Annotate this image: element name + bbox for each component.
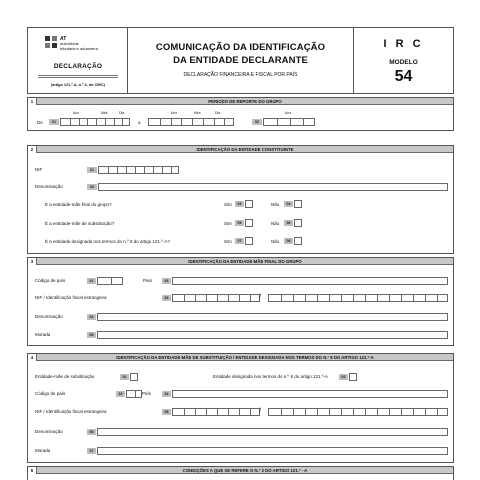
designated-entity-no-checkbox[interactable] xyxy=(294,237,302,245)
field-code: 04 xyxy=(284,201,293,207)
section-4 xyxy=(27,353,454,463)
foreign-tax-id-label: NIF / Identificação fiscal estrangeira xyxy=(35,409,107,414)
header-left-cell xyxy=(28,28,128,93)
substitute-parent-label: Entidade-mãe de substituição xyxy=(35,374,95,379)
logo-text-3: tributária e aduaneira xyxy=(60,45,98,51)
field-code: 04 xyxy=(87,314,96,320)
month-caption: Mês xyxy=(194,111,201,115)
field-code: 03 xyxy=(116,391,125,397)
section-title: IDENTIFICAÇÃO DA ENTIDADE-MÃE FINAL DO GRUPO xyxy=(188,259,302,264)
section-number: 5 xyxy=(28,467,37,474)
section-title: IDENTIFICAÇÃO DA ENTIDADE-MÃE DE SUBSTITUIÇÃO / ENTIDADE DESIGNADA NOS TERMOS DO N.º 8 DO ARTIGO 121.º-A xyxy=(116,355,374,360)
foreign-tax-id-label: NIF / Identificação fiscal estrangeira xyxy=(35,295,107,300)
section-header xyxy=(28,258,453,265)
yes-label: Sim xyxy=(224,239,232,244)
section-3 xyxy=(27,257,454,346)
field-code: 06 xyxy=(87,429,96,435)
no-label: Não xyxy=(271,239,280,244)
final-parent-no-checkbox[interactable] xyxy=(294,200,302,208)
country-code-input[interactable] xyxy=(126,390,142,398)
designated-entity-yes-checkbox[interactable] xyxy=(245,237,253,245)
day-caption: Dia xyxy=(215,111,221,115)
slash-separator: / xyxy=(259,408,261,415)
substitute-parent-yes-checkbox[interactable] xyxy=(245,219,253,227)
section-title: PERIODO DE REPORTE DO GRUPO xyxy=(208,99,282,104)
field-code: 01 xyxy=(49,119,59,125)
year-caption: Ano xyxy=(285,111,292,115)
field-code: 01 xyxy=(87,278,96,284)
year-caption: Ano xyxy=(73,111,80,115)
field-code: 01 xyxy=(120,374,129,380)
foreign-tax-id-input[interactable] xyxy=(268,294,448,302)
end-date-input[interactable] xyxy=(148,118,234,126)
form-header xyxy=(27,27,454,94)
form-title-line1: COMUNICAÇÃO DA IDENTIFICAÇÃO xyxy=(155,42,326,53)
field-code: 07 xyxy=(87,448,96,454)
logo-text-2: autoridade xyxy=(60,41,79,46)
field-code: 02 xyxy=(162,278,171,284)
from-label: De xyxy=(37,120,43,125)
denominacao-label: Denominação xyxy=(35,314,63,319)
declaration-label: DECLARAÇÃO xyxy=(53,63,103,70)
yes-label: Sim xyxy=(224,202,232,207)
field-code: 02 xyxy=(87,184,97,190)
section-number: 4 xyxy=(28,354,37,361)
question-substitute-parent: É a entidade-mãe de substituição? xyxy=(45,221,115,226)
address-label: Morada xyxy=(35,332,51,337)
section-number: 2 xyxy=(28,146,37,153)
field-code: 05 xyxy=(162,409,171,415)
denominacao-label: Denominação xyxy=(35,184,63,189)
at-logo xyxy=(45,36,125,56)
denominacao-input[interactable] xyxy=(97,313,448,321)
header-title-cell xyxy=(128,28,353,93)
section-header xyxy=(28,98,453,105)
field-code: 01 xyxy=(87,167,97,173)
question-designated-entity: É a entidade designada nos termos do n.º 8 do artigo 121.º-A? xyxy=(45,239,170,244)
section-title: CONDIÇÕES A QUE SE REFERE O N.º 2 DO ARTIGO 121.º - A xyxy=(182,468,308,473)
denominacao-input[interactable] xyxy=(98,183,448,191)
form-title-line2: DA ENTIDADE DECLARANTE xyxy=(173,55,308,66)
field-code: 06 xyxy=(284,220,293,226)
final-parent-yes-checkbox[interactable] xyxy=(245,200,253,208)
month-caption: Mês xyxy=(101,111,108,115)
field-code: 04 xyxy=(162,391,171,397)
divider xyxy=(38,75,118,76)
foreign-tax-id-input[interactable] xyxy=(268,408,448,416)
address-input[interactable] xyxy=(97,447,448,455)
substitute-parent-checkbox[interactable] xyxy=(130,373,138,381)
field-code: 05 xyxy=(235,220,244,226)
nif-input[interactable] xyxy=(98,166,179,174)
legal-reference: (artigo 121.º-A, n.º 4, do CIRC) xyxy=(50,83,106,87)
slash-separator: / xyxy=(259,294,261,301)
at-logo-icon xyxy=(45,36,57,48)
field-code: 07 xyxy=(235,238,244,244)
designated-entity-checkbox[interactable] xyxy=(349,373,357,381)
question-final-parent: É a entidade-mãe final do grupo? xyxy=(45,202,112,207)
country-code-label: Código de país xyxy=(35,391,66,396)
section-header xyxy=(28,146,453,153)
country-input[interactable] xyxy=(172,390,448,398)
substitute-parent-no-checkbox[interactable] xyxy=(294,219,302,227)
no-label: Não xyxy=(271,221,280,226)
section-number: 1 xyxy=(28,98,37,105)
country-label: País xyxy=(142,391,152,396)
section-title: IDENTIFICAÇÃO DA ENTIDADE CONSTITUINTE xyxy=(196,147,294,152)
logo-text-1: AT xyxy=(60,36,67,42)
section-1 xyxy=(27,97,454,131)
field-code: 02 xyxy=(252,119,262,125)
model-number: 54 xyxy=(394,68,413,85)
field-code: 05 xyxy=(87,332,96,338)
country-code-label: Código de país xyxy=(35,278,66,283)
country-label: País xyxy=(143,278,153,283)
address-label: Morada xyxy=(35,448,51,453)
nif-input[interactable] xyxy=(172,408,260,416)
form-subtitle: DECLARAÇÃO FINANCEIRA E FISCAL POR PAÍS xyxy=(183,72,298,78)
model-label: MODELO xyxy=(389,59,418,66)
field-code: 03 xyxy=(235,201,244,207)
nif-input[interactable] xyxy=(172,294,260,302)
to-label: a xyxy=(138,120,141,125)
section-header xyxy=(28,354,453,361)
yes-label: Sim xyxy=(224,221,232,226)
section-5 xyxy=(27,466,454,480)
denominacao-label: Denominação xyxy=(35,429,63,434)
header-right-cell xyxy=(353,28,453,93)
no-label: Não xyxy=(271,202,280,207)
address-input[interactable] xyxy=(97,331,448,339)
designated-entity-label: Entidade designada nos termos do n.º 8 do artigo 121.º-A xyxy=(213,374,328,379)
year-input[interactable] xyxy=(263,118,315,126)
nif-label: NIF xyxy=(35,167,43,172)
country-code-input[interactable] xyxy=(97,277,123,285)
field-code: 03 xyxy=(162,295,171,301)
divider xyxy=(38,77,118,78)
year-caption: Ano xyxy=(171,111,178,115)
field-code: 02 xyxy=(339,374,348,380)
section-number: 3 xyxy=(28,258,37,265)
start-date-input[interactable] xyxy=(60,118,130,126)
section-header xyxy=(28,467,453,474)
denominacao-input[interactable] xyxy=(97,428,448,436)
country-input[interactable] xyxy=(172,277,448,285)
day-caption: Dia xyxy=(119,111,125,115)
field-code: 08 xyxy=(284,238,293,244)
section-2 xyxy=(27,145,454,254)
tax-label: I R C xyxy=(383,38,424,50)
